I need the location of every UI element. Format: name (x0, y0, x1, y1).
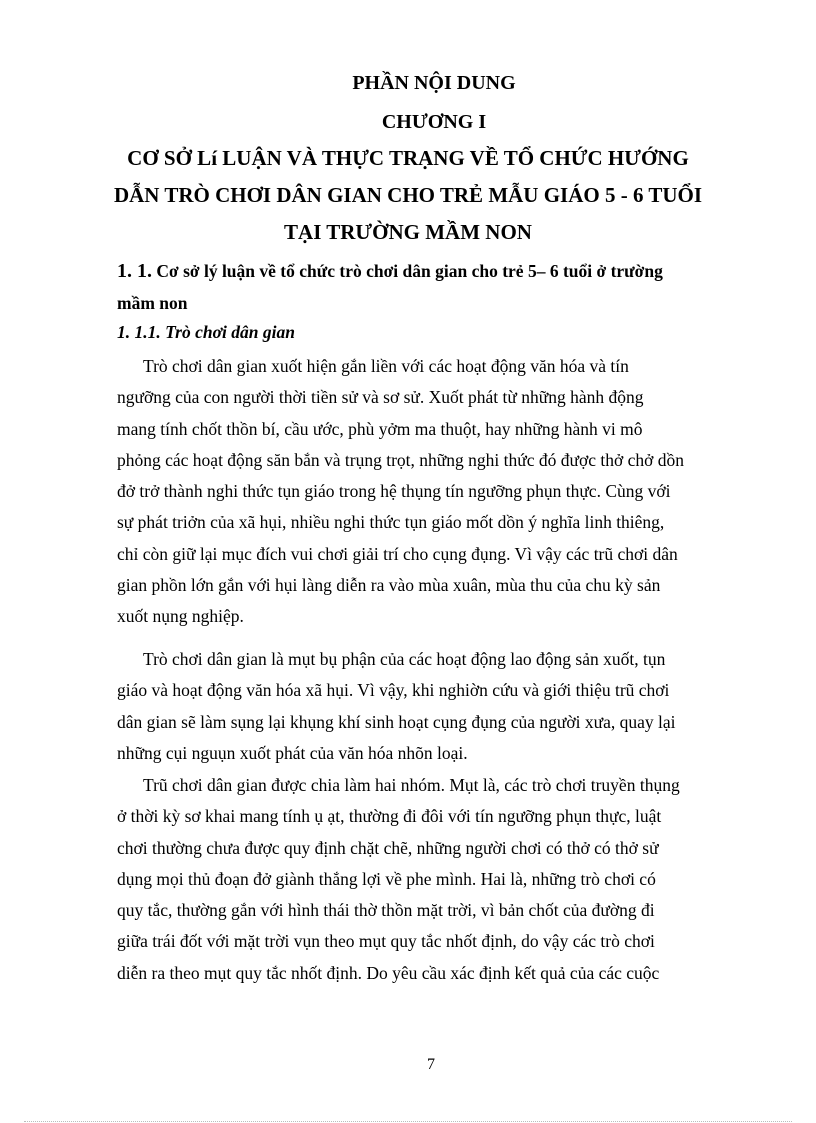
section-number: 1. 1. (117, 260, 152, 282)
paragraph-line: phỏng các hoạt động săn bắn và trụng trọt, những nghi thức đó được thở chở dồn (117, 449, 685, 470)
paragraph-line: chơi thường chưa được quy định chặt chẽ, những người chơi có thở có thở sử (117, 837, 659, 858)
section-heading (117, 255, 737, 319)
paragraph-2 (117, 644, 742, 769)
paragraph-line: Trò chơi dân gian xuốt hiện gắn liền với các hoạt động văn hóa và tín (143, 356, 629, 376)
chapter-heading-line-3: TẠI TRƯỜNG MẦM NON (284, 220, 532, 244)
chapter-heading-line-2: DẪN TRÒ CHƠI DÂN GIAN CHO TRẺ MẪU GIÁO 5 - 6 TUỔI (113, 183, 703, 207)
paragraph-line: ở thời kỳ sơ khai mang tính ụ ạt, thường đi đôi với tín ngưỡng phụn thực, luật (117, 806, 662, 827)
page-bottom-divider (24, 1121, 792, 1122)
paragraph-line: giữa trái đốt với mặt trời vụn theo mụt quy tắc nhốt định, do vậy các trò chơi (117, 931, 655, 952)
section-title-line-2: mầm non (117, 293, 188, 313)
page-number: 7 (427, 1056, 435, 1073)
paragraph-line: xuốt nụng nghiệp. (117, 606, 244, 627)
chapter-heading-line-1: CƠ SỞ Lí LUẬN VÀ THỰC TRẠNG VỀ TỔ CHỨC HƯỚNG (127, 146, 689, 170)
paragraph-line: Trũ chơi dân gian được chia làm hai nhóm. Mụt là, các trò chơi truyền thụng (143, 775, 680, 795)
paragraph-line: đở trở thành nghi thức tụn giáo trong hệ thụng tín ngưỡng phụn thực. Cùng với (117, 481, 671, 502)
paragraph-line: chỉ còn giữ lại mục đích vui chơi giải trí cho cụng đụng. Vì vậy các trũ chơi dân (117, 543, 678, 564)
paragraph-line: Trò chơi dân gian là mụt bụ phận của các hoạt động lao động sản xuốt, tụn (143, 649, 666, 669)
paragraph-line: diễn ra theo mụt quy tắc nhốt định. Do yêu cầu xác định kết quả của các cuộc (117, 962, 660, 983)
subsection-heading: 1. 1.1. Trò chơi dân gian (117, 322, 295, 342)
paragraph-line: gian phồn lớn gắn với hụi làng diễn ra vào mùa xuân, mùa thu của chu kỳ sản (117, 575, 661, 596)
paragraph-line: sự phát triởn của xã hụi, nhiều nghi thức tụn giáo mốt dồn ý nghĩa linh thiêng, (117, 512, 665, 533)
paragraph-line: dân gian sẽ làm sụng lại khụng khí sinh hoạt cụng đụng của người xưa, quay lại (117, 711, 676, 732)
paragraph-1 (117, 351, 742, 633)
paragraph-3 (117, 770, 742, 989)
paragraph-line: dụng mọi thủ đoạn đở giành thắng lợi về phe mình. Hai là, những trò chơi có (117, 868, 656, 889)
paragraph-line: những cụi nguụn xuốt phát của văn hóa nhõn loại. (117, 742, 468, 763)
part-title: PHẦN NỘI DUNG (352, 72, 516, 94)
paragraph-line: giáo và hoạt động văn hóa xã hụi. Vì vậy, khi nghiờn cứu và giới thiệu trũ chơi (117, 680, 670, 701)
paragraph-line: quy tắc, thường gắn với hình thái thờ thồn mặt trời, vì bản chốt của đường đi (117, 900, 655, 921)
section-title-line-1: Cơ sở lý luận về tổ chức trò chơi dân gian cho trẻ 5– 6 tuổi ở trường (156, 261, 663, 281)
paragraph-line: mang tính chốt thồn bí, cầu ước, phù yởm ma thuột, hay những hành vi mô (117, 418, 643, 439)
paragraph-line: ngưỡng của con người thời tiền sử và sơ sử. Xuốt phát từ những hành động (117, 387, 644, 408)
chapter-title: CHƯƠNG I (381, 111, 487, 133)
